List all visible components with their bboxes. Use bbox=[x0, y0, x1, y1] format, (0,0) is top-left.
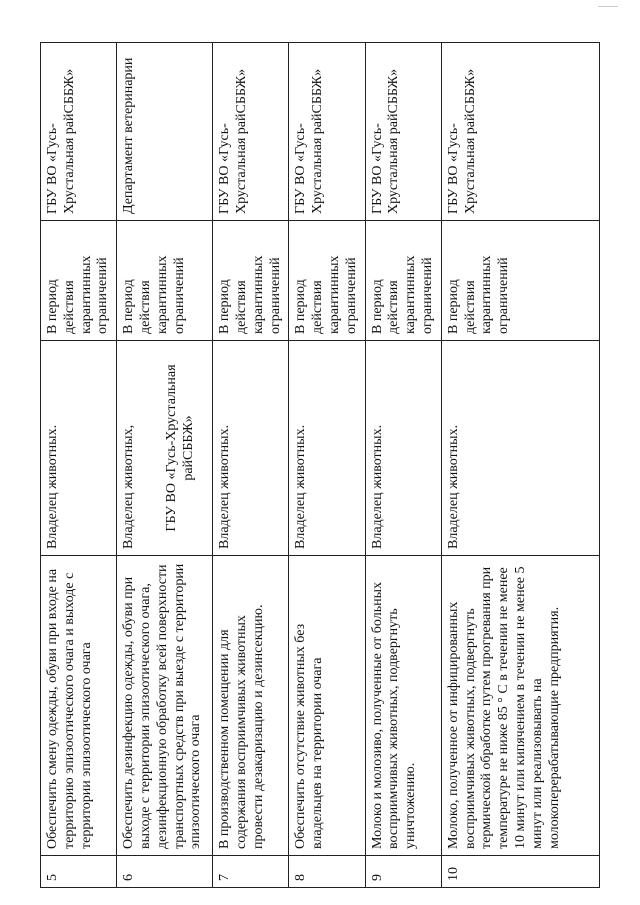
row-number: 9 bbox=[365, 856, 441, 888]
measure-text: Обеспечить дезинфекцию одежды, обуви при выходе с территории эпизоотического очага, дезинфекционную обработку всей поверхности транспортных средств при выезде с территории эпизоотического очага bbox=[117, 556, 213, 856]
table-row bbox=[365, 43, 441, 888]
row-number: 6 bbox=[117, 856, 213, 888]
rotated-table-container bbox=[40, 43, 600, 888]
measures-table bbox=[40, 42, 600, 888]
term-text: В период действия карантинных ограничений bbox=[365, 221, 441, 341]
executor-text: ГБУ ВО «Гусь-Хрустальная райСББЖ» bbox=[213, 43, 289, 221]
responsible-text: Владелец животных. bbox=[445, 424, 461, 549]
row-number: 8 bbox=[289, 856, 365, 888]
table-row bbox=[289, 43, 365, 888]
table-row bbox=[213, 43, 289, 888]
row-number: 5 bbox=[41, 856, 117, 888]
row-number: 7 bbox=[213, 856, 289, 888]
responsible-cell bbox=[41, 341, 117, 556]
table-row bbox=[441, 43, 599, 888]
responsible-text: Владелец животных. bbox=[369, 424, 385, 549]
term-text: В период действия карантинных ограничений bbox=[117, 221, 213, 341]
responsible-text: Владелец животных. bbox=[217, 424, 233, 549]
row-number: 10 bbox=[441, 856, 599, 888]
table-row bbox=[117, 43, 213, 888]
executor-text: ГБУ ВО «Гусь-Хрустальная райСББЖ» bbox=[41, 43, 117, 221]
table-row bbox=[41, 43, 117, 888]
responsible-cell bbox=[441, 341, 599, 556]
responsible-cell bbox=[365, 341, 441, 556]
measure-text: Молоко, полученное от инфицированных восприимчивых животных, подвергнуть термической обработке путем прогревания при температуре не ниже 85 ° С в течении не менее 10 минут или кипячением в течении не менее 5 минут или реализовывать на молокоперерабатывающие предприятия. bbox=[441, 556, 599, 856]
executor-text: ГБУ ВО «Гусь-Хрустальная райСББЖ» bbox=[441, 43, 599, 221]
term-text: В период действия карантинных ограничений bbox=[441, 221, 599, 341]
responsible-cell bbox=[117, 341, 213, 556]
measure-text: Молоко и молозиво, полученные от больных восприимчивых животных, подвергнуть уничтожению. bbox=[365, 556, 441, 856]
term-text: В период действия карантинных ограничений bbox=[289, 221, 365, 341]
term-text: В период действия карантинных ограничений bbox=[213, 221, 289, 341]
responsible-text: Владелец животных. bbox=[293, 424, 309, 549]
responsible-extra-text: ГБУ ВО «Гусь-Хрустальная райСББЖ» bbox=[163, 364, 196, 532]
term-text: В период действия карантинных ограничений bbox=[41, 221, 117, 341]
executor-text: ГБУ ВО «Гусь-Хрустальная райСББЖ» bbox=[365, 43, 441, 221]
responsible-cell bbox=[289, 341, 365, 556]
measure-text: Обеспечить смену одежды, обуви при входе на территорию эпизоотического очага и выходе с территории эпизоотического очага bbox=[41, 556, 117, 856]
measure-text: Обеспечить отсутствие животных без владельцев на территории очага bbox=[289, 556, 365, 856]
responsible-text: Владелец животных. bbox=[45, 424, 60, 549]
responsible-text: Владелец животных, bbox=[121, 424, 137, 549]
executor-text: ГБУ ВО «Гусь-Хрустальная райСББЖ» bbox=[289, 43, 365, 221]
executor-text: Департамент ветеринарии bbox=[117, 43, 213, 221]
scan-mark bbox=[598, 6, 618, 7]
responsible-cell bbox=[213, 341, 289, 556]
measure-text: В производственном помещении для содержания восприимчивых животных провести дезакаризацию и дезинсекцию. bbox=[213, 556, 289, 856]
